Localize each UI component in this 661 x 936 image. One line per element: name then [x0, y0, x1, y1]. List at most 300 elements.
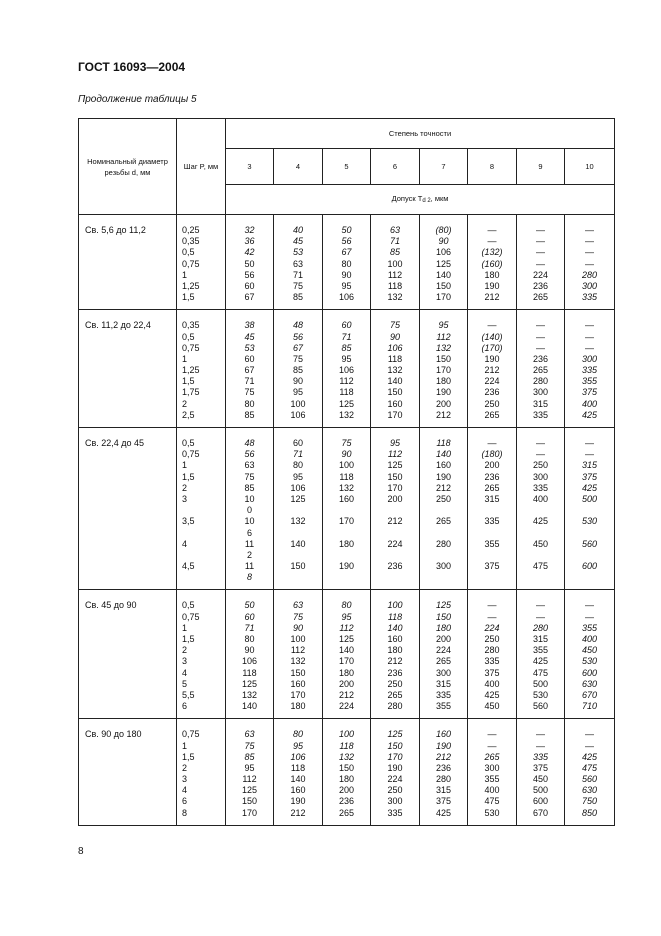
- tolerance-value: 200: [338, 785, 355, 796]
- tolerance-value: 530: [581, 656, 598, 667]
- tolerance-subscript: d 2: [422, 197, 431, 204]
- tolerance-value: [519, 528, 562, 539]
- grade-header-7: 7: [420, 149, 468, 185]
- tolerance-value: 112: [436, 331, 451, 342]
- tolerance-value: 38: [244, 320, 255, 331]
- tolerance-value: 95: [292, 387, 303, 398]
- tolerance-value: 60: [244, 280, 255, 291]
- tolerance-value: 100: [338, 729, 355, 740]
- tolerance-value: 106: [290, 751, 306, 762]
- tolerance-value: —: [536, 438, 545, 448]
- tolerance-column-grade-3: [226, 719, 274, 826]
- tolerance-value: 10: [244, 493, 255, 504]
- tolerance-value: 67: [292, 342, 303, 353]
- tolerance-value: 85: [389, 247, 400, 258]
- tolerance-value: 95: [341, 611, 352, 622]
- tolerance-value: 265: [484, 751, 500, 762]
- tolerance-value: 265: [387, 689, 403, 700]
- tolerance-value: 106: [241, 656, 258, 667]
- tolerance-value: 250: [484, 398, 500, 409]
- tolerance-value: 50: [341, 225, 352, 235]
- tolerance-value: [470, 528, 514, 539]
- tolerance-value: 106: [387, 342, 403, 353]
- tolerance-value: 71: [292, 269, 303, 280]
- tolerance-value: 56: [341, 236, 352, 247]
- tolerance-value: 11: [244, 538, 255, 549]
- tolerance-value: 530: [581, 516, 598, 527]
- pitch-value: 2: [182, 482, 188, 493]
- tolerance-value: 265: [338, 807, 355, 818]
- tolerance-value: 200: [387, 493, 403, 504]
- tolerance-value: 100: [338, 460, 355, 471]
- tolerance-value: 180: [484, 269, 500, 280]
- tolerance-value: 90: [292, 622, 303, 633]
- tolerance-value: 85: [244, 482, 255, 493]
- tolerance-column-grade-8: [468, 310, 517, 428]
- header-diameter: Номинальный диаметр резьбы d, мм: [79, 119, 177, 215]
- tolerance-value: 112: [242, 774, 257, 785]
- tolerance-value: 60: [341, 320, 352, 331]
- tolerance-value: 85: [244, 409, 255, 420]
- header-tolerance: [226, 185, 615, 215]
- tolerance-value: 180: [338, 538, 355, 549]
- tolerance-value: 425: [532, 656, 549, 667]
- tolerance-value: —: [585, 236, 594, 247]
- tolerance-value: [325, 528, 368, 539]
- pitch-value: 1: [182, 740, 188, 751]
- tolerance-column-grade-4: [274, 215, 323, 310]
- tolerance-value: 300: [387, 796, 403, 807]
- tolerance-value: 475: [532, 667, 549, 678]
- tolerance-value: 236: [387, 667, 403, 678]
- pitch-value: [182, 505, 223, 516]
- tolerance-value: —: [536, 600, 545, 611]
- pitch-value: 8: [182, 807, 188, 818]
- tolerance-column-grade-7: [420, 428, 468, 590]
- tolerance-value: 375: [484, 561, 500, 572]
- tolerance-column-grade-3: [226, 215, 274, 310]
- pitch-list: [177, 428, 226, 590]
- tolerance-value: —: [487, 729, 497, 740]
- tolerance-value: 300: [532, 471, 549, 482]
- tolerance-value: 425: [532, 516, 549, 527]
- tolerance-value: 280: [532, 622, 549, 633]
- tolerance-value: 118: [387, 353, 403, 364]
- tolerance-value: 500: [532, 785, 549, 796]
- tolerance-value: 335: [484, 656, 500, 667]
- tolerance-value: 300: [435, 667, 452, 678]
- pitch-value: 1,5: [182, 634, 195, 644]
- diameter-range: Св. 45 до 90: [79, 590, 177, 719]
- tolerance-value: 71: [389, 236, 400, 247]
- tolerance-column-grade-5: [323, 428, 371, 590]
- grade-header-8: 8: [468, 149, 517, 185]
- tolerance-value: 95: [438, 320, 449, 331]
- tolerance-value: 265: [484, 482, 500, 493]
- tolerance-value: 53: [292, 247, 303, 258]
- tolerance-value: 125: [435, 258, 452, 269]
- tolerance-value: 132: [338, 409, 355, 420]
- tolerance-value: 10: [244, 516, 255, 527]
- tolerance-value: 132: [387, 365, 403, 376]
- tolerance-value: 118: [242, 667, 257, 678]
- tolerance-value: 90: [341, 449, 352, 460]
- tolerance-value: [567, 550, 612, 561]
- tolerance-column-grade-9: [517, 215, 565, 310]
- tolerance-value: 75: [244, 471, 255, 482]
- tolerance-value: 150: [435, 280, 452, 291]
- tolerance-value: 500: [532, 678, 549, 689]
- tolerance-value: 280: [387, 701, 403, 712]
- tolerance-value: —: [585, 225, 594, 235]
- tolerance-value: 132: [290, 516, 306, 527]
- tolerance-value: 150: [435, 611, 452, 622]
- pitch-value: 0,75: [182, 258, 200, 269]
- tolerance-value: —: [536, 236, 545, 247]
- tolerance-column-grade-5: [323, 590, 371, 719]
- pitch-value: 1: [182, 460, 188, 471]
- tolerance-value: 212: [387, 516, 403, 527]
- pitch-value: [182, 528, 223, 539]
- tolerance-column-grade-7: [420, 719, 468, 826]
- tolerance-value: 125: [290, 493, 306, 504]
- pitch-value: 1,75: [182, 387, 200, 398]
- pitch-value: 3: [182, 493, 188, 504]
- table-row-group: [79, 590, 615, 719]
- table-row-group: [79, 215, 615, 310]
- tolerance-value: 224: [435, 645, 452, 656]
- tolerance-value: 125: [387, 460, 403, 471]
- tolerance-value: 200: [435, 398, 452, 409]
- diameter-range: Св. 11,2 до 22,4: [79, 310, 177, 428]
- tolerance-value: 71: [292, 449, 303, 460]
- tolerance-column-grade-8: [468, 428, 517, 590]
- tolerance-value: 63: [244, 729, 255, 740]
- tolerance-value: 560: [581, 538, 598, 549]
- grade-header-5: 5: [323, 149, 371, 185]
- tolerance-value: 112: [339, 376, 354, 387]
- pitch-value: 3,5: [182, 516, 195, 527]
- pitch-value: 4,5: [182, 561, 195, 572]
- grade-header-6: 6: [371, 149, 420, 185]
- tolerance-value: 90: [341, 269, 352, 280]
- pitch-value: 0,35: [182, 236, 200, 247]
- pitch-value: 3: [182, 774, 188, 785]
- tolerance-value: 140: [387, 376, 403, 387]
- tolerance-value: 400: [484, 785, 500, 796]
- tolerance-column-grade-9: [517, 719, 565, 826]
- tolerance-value: [422, 505, 465, 516]
- tolerance-value: 224: [338, 701, 355, 712]
- tolerance-value: [422, 528, 465, 539]
- tolerance-value: 80: [341, 258, 352, 269]
- header-accuracy-grade: Степень точности: [226, 119, 615, 149]
- tolerance-value: 250: [532, 460, 549, 471]
- tolerance-value: 335: [484, 516, 500, 527]
- tolerance-value: —: [536, 258, 545, 269]
- tolerance-value: 375: [581, 387, 598, 398]
- tolerance-value: 475: [532, 561, 549, 572]
- tolerance-value: —: [487, 611, 497, 622]
- tolerance-value: 106: [338, 365, 355, 376]
- pitch-value: 4: [182, 667, 188, 678]
- tolerance-column-grade-8: [468, 590, 517, 719]
- tolerance-value: 118: [387, 611, 403, 622]
- tolerance-value: 80: [341, 600, 352, 611]
- tolerance-value: —: [536, 611, 545, 622]
- tolerance-value: 190: [387, 762, 403, 773]
- tolerance-value: 40: [292, 225, 303, 235]
- tolerance-value: 450: [581, 645, 598, 656]
- tolerance-value: [470, 505, 514, 516]
- tolerance-value: 170: [435, 292, 452, 303]
- tolerance-value: 100: [387, 258, 403, 269]
- tolerance-column-grade-6: [371, 590, 420, 719]
- tolerance-value: 180: [435, 622, 452, 633]
- tolerance-value: 300: [484, 762, 500, 773]
- tolerance-value: 212: [435, 409, 452, 420]
- tolerance-value: 132: [435, 342, 452, 353]
- tolerance-value: 280: [435, 774, 452, 785]
- tolerance-value: 212: [387, 656, 403, 667]
- tolerance-value: 530: [484, 807, 500, 818]
- tolerance-value: 335: [532, 751, 549, 762]
- tolerance-value: 560: [532, 701, 549, 712]
- tolerance-value: 60: [244, 353, 255, 364]
- tolerance-value: 118: [436, 438, 451, 448]
- tolerance-value: 236: [435, 762, 452, 773]
- tolerance-value: 400: [532, 493, 549, 504]
- tolerance-value: 63: [244, 460, 255, 471]
- tolerance-value: 67: [244, 365, 255, 376]
- tolerance-value: [373, 550, 417, 561]
- tolerance-value: [325, 550, 368, 561]
- tolerance-value: 140: [435, 449, 452, 460]
- tolerance-value: 85: [341, 342, 352, 353]
- tolerance-column-grade-9: [517, 590, 565, 719]
- tolerance-unit: , мкм: [430, 193, 449, 203]
- pitch-value: 0,75: [182, 611, 200, 622]
- tolerance-value: 475: [484, 796, 500, 807]
- tolerance-value: 132: [241, 689, 258, 700]
- tolerance-value: 160: [435, 729, 452, 740]
- pitch-value: 2,5: [182, 409, 195, 420]
- tolerance-value: 280: [484, 645, 500, 656]
- tolerance-value: 355: [532, 645, 549, 656]
- tolerance-value: 118: [339, 387, 354, 398]
- tolerance-value: 100: [387, 600, 403, 611]
- tolerance-value: 160: [290, 785, 306, 796]
- tolerance-value: —: [487, 225, 497, 235]
- tolerance-value: 125: [241, 785, 258, 796]
- tolerance-value: [276, 528, 320, 539]
- tolerance-value: 600: [581, 561, 598, 572]
- tolerance-value: 112: [290, 645, 306, 656]
- tolerance-value: 95: [244, 762, 255, 773]
- pitch-value: 0,35: [182, 320, 200, 331]
- tolerance-value: 450: [532, 538, 549, 549]
- pitch-value: 4: [182, 785, 188, 796]
- tolerance-value: 106: [435, 247, 452, 258]
- tolerance-value: —: [487, 320, 497, 331]
- tolerance-value: 335: [532, 409, 549, 420]
- tolerance-value: 63: [389, 225, 400, 235]
- tolerance-value: 315: [435, 678, 452, 689]
- tolerance-value: 150: [387, 387, 403, 398]
- pitch-value: 1: [182, 622, 188, 633]
- tolerance-value: (132): [481, 247, 503, 258]
- tolerance-value: 56: [244, 269, 255, 280]
- diameter-range: Св. 5,6 до 11,2: [79, 215, 177, 310]
- tolerance-value: 71: [244, 622, 255, 633]
- tolerance-value: 80: [292, 460, 303, 471]
- tolerance-value: 180: [338, 667, 355, 678]
- tolerance-value: (160): [481, 258, 503, 269]
- tolerance-value: 250: [387, 785, 403, 796]
- grade-header-4: 4: [274, 149, 323, 185]
- tolerance-value: 265: [532, 365, 549, 376]
- tolerance-column-grade-9: [517, 428, 565, 590]
- tolerance-value: [276, 505, 320, 516]
- tolerance-value: —: [536, 729, 545, 740]
- tolerance-value: 710: [581, 701, 598, 712]
- tolerance-value: 118: [387, 280, 403, 291]
- tolerance-value: 132: [387, 292, 403, 303]
- tolerance-value: 280: [435, 538, 452, 549]
- tolerance-value: —: [536, 320, 545, 331]
- tolerance-value: 200: [338, 678, 355, 689]
- page-number: 8: [78, 846, 84, 857]
- tolerance-value: [325, 572, 368, 583]
- tolerance-value: 63: [292, 600, 303, 611]
- tolerance-value: 224: [387, 774, 403, 785]
- tolerance-value: 75: [341, 438, 352, 448]
- tolerance-value: 600: [581, 667, 598, 678]
- tolerance-value: 180: [290, 701, 306, 712]
- tolerance-value: —: [585, 740, 594, 751]
- pitch-value: 5,5: [182, 689, 195, 700]
- tolerance-value: 160: [387, 634, 403, 644]
- pitch-value: 4: [182, 538, 188, 549]
- tolerance-value: —: [536, 331, 545, 342]
- tolerance-value: 48: [292, 320, 303, 331]
- tolerance-value: 500: [581, 493, 598, 504]
- tolerance-value: 212: [484, 365, 500, 376]
- tolerance-value: 180: [338, 774, 355, 785]
- table-row-group: [79, 719, 615, 826]
- tolerance-value: [567, 505, 612, 516]
- tolerance-value: 375: [581, 471, 598, 482]
- table-body: [79, 215, 615, 826]
- grade-header-9: 9: [517, 149, 565, 185]
- tolerance-value: 63: [292, 258, 303, 269]
- tolerance-value: 170: [290, 689, 306, 700]
- tolerance-value: 315: [532, 398, 549, 409]
- tolerance-value: 90: [244, 645, 255, 656]
- tolerance-value: [422, 550, 465, 561]
- tolerance-value: 140: [290, 774, 306, 785]
- tolerance-value: 425: [581, 409, 598, 420]
- tolerance-value: 75: [244, 740, 255, 751]
- tolerance-value: 95: [292, 740, 303, 751]
- tolerance-value: 280: [581, 269, 598, 280]
- tolerance-value: 375: [435, 796, 452, 807]
- tolerance-column-grade-7: [420, 215, 468, 310]
- pitch-value: 0,25: [182, 225, 200, 235]
- pitch-value: 0,75: [182, 342, 200, 353]
- tolerance-value: 160: [387, 398, 403, 409]
- tolerance-value: 75: [292, 280, 303, 291]
- tolerance-column-grade-4: [274, 719, 323, 826]
- tolerance-value: 71: [341, 331, 352, 342]
- tolerance-value: (180): [481, 449, 503, 460]
- tolerance-column-grade-10: [565, 719, 615, 826]
- tolerance-column-grade-7: [420, 310, 468, 428]
- tolerance-value: 630: [581, 785, 598, 796]
- tolerance-column-grade-8: [468, 215, 517, 310]
- pitch-value: 5: [182, 678, 188, 689]
- tolerance-value: [519, 505, 562, 516]
- tolerance-value: —: [585, 600, 594, 611]
- tolerance-value: 212: [435, 751, 452, 762]
- tolerance-value: 11: [244, 561, 255, 572]
- tolerance-value: 355: [581, 622, 598, 633]
- tolerance-value: 140: [435, 269, 452, 280]
- tolerance-value: 224: [484, 622, 500, 633]
- tolerance-value: 300: [581, 280, 598, 291]
- tolerance-value: —: [585, 247, 594, 258]
- tolerance-value: 60: [292, 438, 303, 448]
- tolerance-value: 42: [244, 247, 255, 258]
- tolerance-value: 315: [532, 634, 549, 644]
- tolerance-value: 150: [435, 353, 452, 364]
- tolerance-value: 450: [484, 701, 500, 712]
- tolerance-value: 125: [435, 600, 452, 611]
- tolerance-value: 125: [387, 729, 403, 740]
- tolerance-value: 600: [532, 796, 549, 807]
- tolerance-value: 125: [338, 634, 355, 644]
- tolerance-value: 265: [435, 516, 452, 527]
- tolerance-value: 530: [532, 689, 549, 700]
- tolerance-value: 32: [244, 225, 255, 235]
- tolerance-value: [567, 572, 612, 583]
- tolerance-value: 400: [581, 634, 598, 644]
- tolerance-value: 170: [387, 482, 403, 493]
- tolerance-value: 212: [484, 292, 500, 303]
- tolerance-value: 335: [581, 292, 598, 303]
- tolerance-value: —: [585, 438, 594, 448]
- tolerance-column-grade-7: [420, 590, 468, 719]
- tolerance-value: 118: [290, 762, 306, 773]
- tolerance-column-grade-6: [371, 215, 420, 310]
- tolerance-column-grade-10: [565, 590, 615, 719]
- tolerance-value: —: [585, 729, 594, 740]
- tolerance-value: 112: [339, 622, 354, 633]
- tolerance-value: 400: [581, 398, 598, 409]
- tolerance-value: 100: [290, 634, 306, 644]
- tolerance-column-grade-3: [226, 310, 274, 428]
- tolerance-value: 425: [581, 482, 598, 493]
- tolerance-column-grade-10: [565, 215, 615, 310]
- tolerance-value: [470, 572, 514, 583]
- tolerance-value: 224: [532, 269, 549, 280]
- tolerance-column-grade-3: [226, 428, 274, 590]
- tolerance-value: 236: [532, 280, 549, 291]
- tolerance-value: [373, 528, 417, 539]
- tolerance-value: —: [536, 740, 545, 751]
- tolerance-value: 190: [435, 387, 452, 398]
- tolerance-value: 112: [387, 449, 403, 460]
